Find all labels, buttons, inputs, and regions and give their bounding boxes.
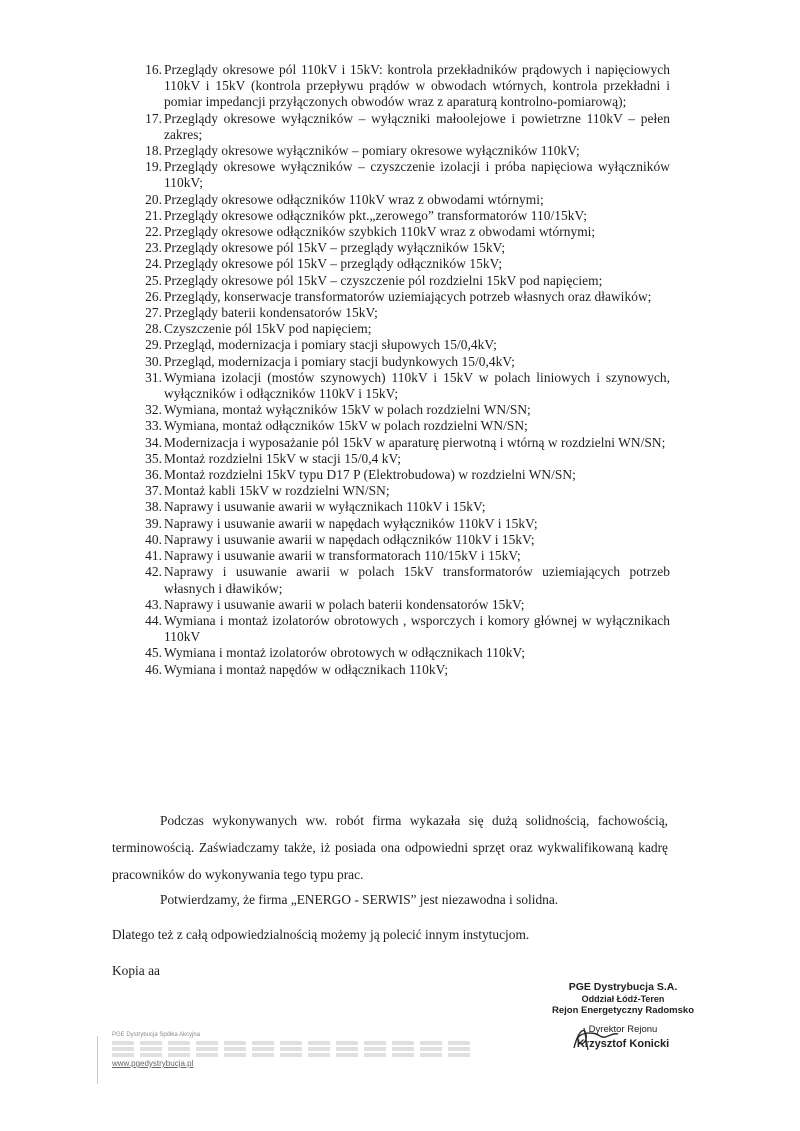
- list-item: [136, 467, 670, 483]
- list-item-text: Modernizacja i wyposażanie pól 15kV w aparaturę pierwotną i wtórną w rozdzielni WN/SN;: [164, 434, 666, 450]
- list-item-number: 33.: [145, 418, 162, 434]
- footer-website-link[interactable]: www.pgedystrybucja.pl: [112, 1059, 194, 1068]
- letterhead-footer: [112, 1031, 532, 1069]
- list-item-text: Wymiana, montaż wyłączników 15kV w polach rozdzielni WN/SN;: [164, 402, 531, 418]
- paragraph-recommendation: Dlatego też z całą odpowiedzialnością możemy ją polecić innym instytucjom.: [112, 927, 530, 942]
- list-item: [136, 208, 670, 224]
- list-item: [136, 143, 670, 159]
- list-item: [136, 548, 670, 564]
- list-item-text: Wymiana, montaż odłączników 15kV w polach rozdzielni WN/SN;: [164, 418, 528, 434]
- list-item-text: Montaż rozdzielni 15kV typu D17 P (Elektrobudowa) w rozdzielni WN/SN;: [164, 467, 576, 483]
- list-item-number: 36.: [145, 467, 162, 483]
- list-item: [136, 435, 670, 451]
- list-item-number: 23.: [145, 240, 162, 256]
- list-item-text: Wymiana i montaż izolatorów obrotowych , wsporczych i komory głównej w wyłącznikach 110kV: [164, 612, 670, 645]
- list-item: [136, 597, 670, 613]
- list-item: [136, 256, 670, 272]
- list-item-text: Przeglądy okresowe odłączników 110kV wraz z obwodami wtórnymi;: [164, 191, 544, 207]
- list-item-number: 26.: [145, 288, 162, 304]
- list-item: [136, 337, 670, 353]
- stamp-signatory: Krzysztof Konicki: [576, 1037, 670, 1050]
- footer-faint-line: [112, 1041, 472, 1045]
- list-item-number: 37.: [145, 483, 162, 499]
- list-item-number: 42.: [145, 564, 162, 580]
- list-item-text: Przeglądy okresowe pól 15kV – czyszczenie pól rozdzielni 15kV pod napięciem;: [164, 272, 603, 288]
- list-item-text: Przeglądy okresowe pól 15kV – przeglądy odłączników 15kV;: [164, 256, 503, 272]
- list-item-text: Przeglądy, konserwacje transformatorów uziemiających potrzeb własnych oraz dławików;: [164, 288, 652, 304]
- list-item-text: Przegląd, modernizacja i pomiary stacji budynkowych 15/0,4kV;: [164, 353, 515, 369]
- footer-company: PGE Dystrybucja Spółka Akcyjna: [112, 1032, 201, 1038]
- list-item-number: 45.: [145, 645, 162, 661]
- paragraph-quality: Podczas wykonywanych ww. robót firma wykazała się dużą solidnością, fachowością, terminowością. Zaświadczamy także, iż posiada ona odpowiedni sprzęt oraz wykwalifikowaną kadrę pracowników do wykonywania tego typu prac.: [112, 813, 668, 882]
- list-item-text: Przeglądy okresowe pól 15kV – przeglądy wyłączników 15kV;: [164, 240, 506, 256]
- list-item-number: 18.: [145, 143, 162, 159]
- list-item-number: 19.: [145, 159, 162, 175]
- list-item: [136, 321, 670, 337]
- list-item-number: 32.: [145, 402, 162, 418]
- list-item-text: Naprawy i usuwanie awarii w napędach wyłączników 110kV i 15kV;: [164, 515, 538, 531]
- list-item-number: 35.: [145, 450, 162, 466]
- list-item: [136, 564, 670, 596]
- list-item-text: Naprawy i usuwanie awarii w polach 15kV transformatorów uziemiających potrzeb własnych i dławików;: [164, 564, 670, 596]
- list-item-text: Naprawy i usuwanie awarii w transformatorach 110/15kV i 15kV;: [164, 548, 521, 564]
- list-item-number: 28.: [145, 321, 162, 337]
- list-item-number: 34.: [145, 434, 162, 450]
- list-item-text: Przeglądy okresowe wyłączników – czyszczenie izolacji i próba napięciowa wyłączników 110kV;: [164, 159, 670, 191]
- list-item: [136, 662, 670, 678]
- stamp-position: Dyrektor Rejonu: [588, 1023, 658, 1035]
- list-item: [136, 451, 670, 467]
- list-item-text: Przeglądy okresowe odłączników pkt.„zerowego” transformatorów 110/15kV;: [164, 207, 587, 223]
- list-item-number: 30.: [145, 353, 162, 369]
- list-item-text: Montaż kabli 15kV w rozdzielni WN/SN;: [164, 483, 390, 499]
- list-item: [136, 354, 670, 370]
- list-item-text: Przeglądy okresowe wyłączników – wyłączniki małoolejowe i powietrzne 110kV – pełen zakres;: [164, 110, 670, 142]
- list-item-text: Naprawy i usuwanie awarii w wyłącznikach 110kV i 15kV;: [164, 499, 486, 515]
- list-item-number: 38.: [145, 499, 162, 515]
- list-item-number: 16.: [145, 62, 162, 77]
- list-item: [136, 224, 670, 240]
- list-item-text: Przeglądy baterii kondensatorów 15kV;: [164, 305, 378, 321]
- list-item-number: 20.: [145, 191, 162, 207]
- handwritten-signature: [566, 1022, 646, 1052]
- list-item: [136, 192, 670, 208]
- list-item-number: 40.: [145, 531, 162, 547]
- list-item-text: Przeglądy okresowe pól 110kV i 15kV: kontrola przekładników prądowych i napięciowych 110kV i 15kV (kontrola przepływu prądów w obwodach wtórnych, kontrola przekładni i pomiar impedancji przyłączonych obwodów wraz z aparaturą kontrolno-pomiarową);: [164, 62, 670, 110]
- list-item-text: Wymiana i montaż napędów w odłącznikach 110kV;: [164, 661, 449, 677]
- list-item-text: Przegląd, modernizacja i pomiary stacji słupowych 15/0,4kV;: [164, 337, 497, 353]
- list-item: [136, 62, 670, 111]
- list-item-text: Przeglądy okresowe wyłączników – pomiary okresowe wyłączników 110kV;: [164, 143, 580, 159]
- list-item-number: 41.: [145, 548, 162, 564]
- paragraph-copy-note: Kopia aa: [112, 963, 160, 978]
- list-item-text: Wymiana izolacji (mostów szynowych) 110kV i 15kV w polach liniowych i szynowych, wyłączników i odłączników 110kV i 15kV;: [164, 369, 670, 402]
- list-item-text: Wymiana i montaż izolatorów obrotowych w odłącznikach 110kV;: [164, 645, 526, 661]
- list-item-number: 43.: [145, 596, 162, 612]
- list-item: [136, 305, 670, 321]
- margin-line: [97, 1036, 98, 1084]
- list-item: [136, 402, 670, 418]
- list-item-number: 17.: [145, 110, 162, 126]
- work-list: [136, 62, 670, 678]
- list-item-text: Przeglądy okresowe odłączników szybkich 110kV wraz z obwodami wtórnymi;: [164, 224, 596, 240]
- list-item: [136, 483, 670, 499]
- list-item-number: 25.: [145, 272, 162, 288]
- list-item-text: Montaż rozdzielni 15kV w stacji 15/0,4 kV;: [164, 450, 402, 466]
- list-item-number: 29.: [145, 337, 162, 353]
- list-item-number: 39.: [145, 515, 162, 531]
- list-item: [136, 516, 670, 532]
- stamp-company: PGE Dystrybucja S.A.: [568, 981, 678, 993]
- list-item: [136, 613, 670, 645]
- stamp-branch: Oddział Łódź-Teren: [581, 993, 665, 1004]
- list-item-number: 27.: [145, 305, 162, 321]
- list-item-text: Czyszczenie pól 15kV pod napięciem;: [164, 321, 372, 337]
- list-item: [136, 645, 670, 661]
- list-item-number: 22.: [145, 224, 162, 240]
- list-item-number: 21.: [145, 207, 162, 223]
- list-item: [136, 289, 670, 305]
- list-item: [136, 532, 670, 548]
- list-item: [136, 370, 670, 402]
- list-item: [136, 240, 670, 256]
- list-item: [136, 111, 670, 143]
- footer-faint-line: [112, 1053, 472, 1057]
- footer-faint-line: [112, 1047, 472, 1051]
- list-item-number: 46.: [145, 661, 162, 677]
- list-item-number: 44.: [145, 612, 162, 628]
- list-item: [136, 273, 670, 289]
- list-item-number: 24.: [145, 256, 162, 272]
- list-item-text: Naprawy i usuwanie awarii w napędach odłączników 110kV i 15kV;: [164, 531, 535, 547]
- list-item: [136, 159, 670, 191]
- paragraph-confirmation: Potwierdzamy, że firma „ENERGO - SERWIS” jest niezawodna i solidna.: [160, 892, 559, 907]
- list-item-text: Naprawy i usuwanie awarii w polach baterii kondensatorów 15kV;: [164, 596, 525, 612]
- list-item: [136, 418, 670, 434]
- list-item-number: 31.: [145, 369, 162, 385]
- list-item: [136, 499, 670, 515]
- stamp-region: Rejon Energetyczny Radomsko: [551, 1004, 694, 1016]
